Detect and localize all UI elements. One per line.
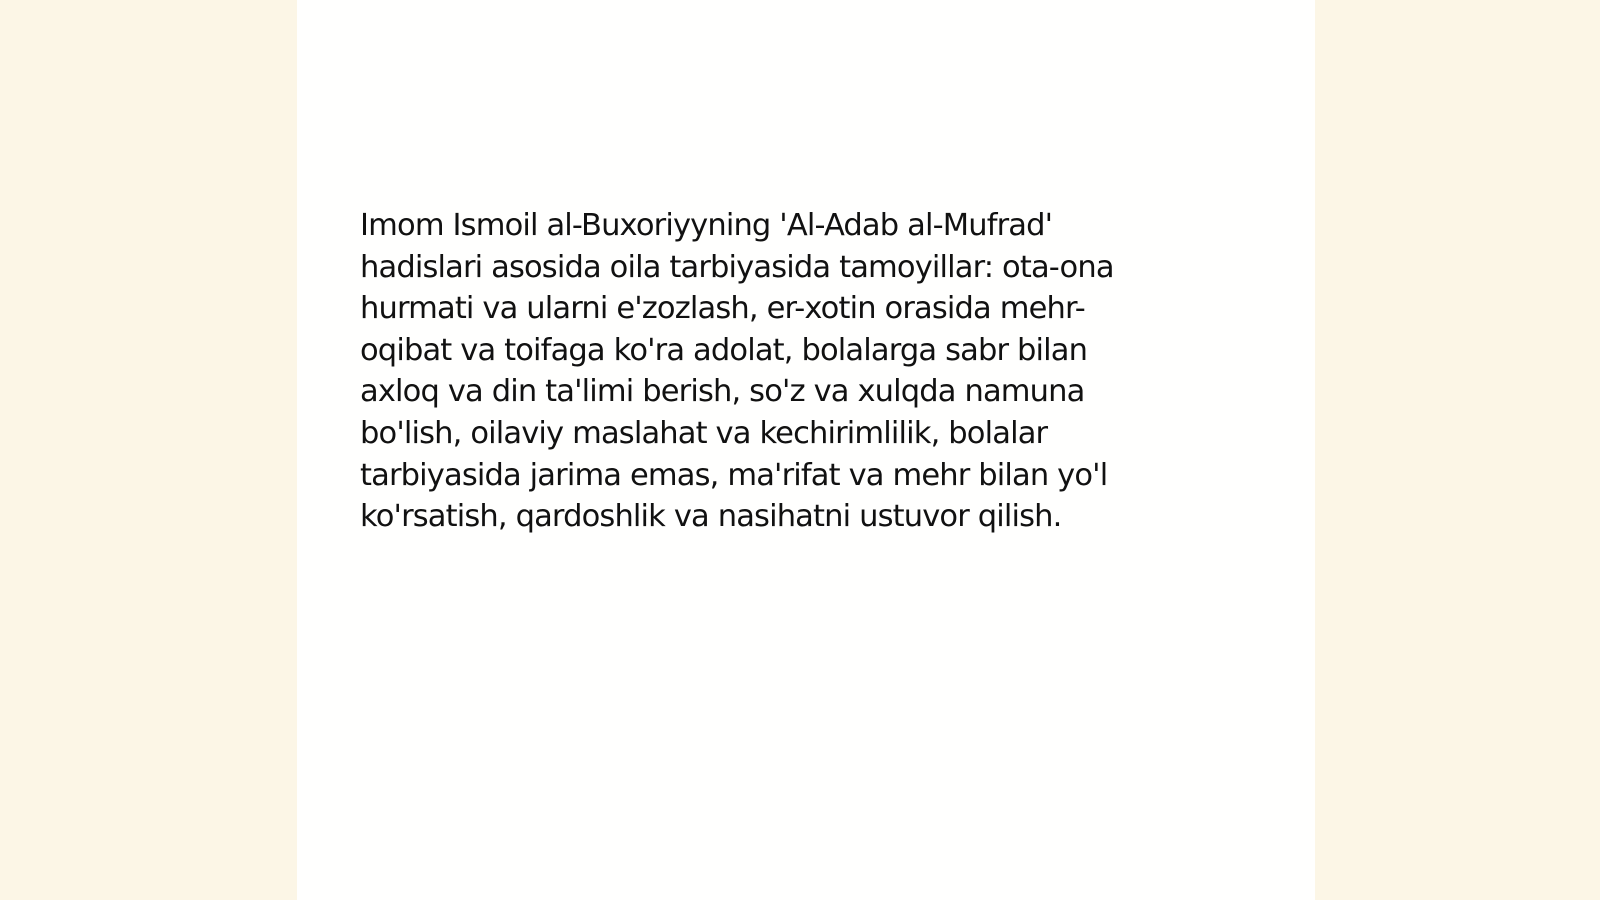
body-paragraph: Imom Ismoil al-Buxoriyyning 'Al-Adab al-Mufrad' hadislari asosida oila tarbiyasida tamoyillar: ota-ona hurmati va ularni e'zozlash, er-xotin orasida mehr- oqibat va toifaga ko'ra adolat, bolalarga sabr bilan axloq va din ta'limi berish, so'z va xulqda namuna bo'lish, oilaviy maslahat va kechirimlilik, bolalar tarbiyasida jarima emas, ma'rifat va mehr bilan yo'l ko'rsatish, qardoshlik va nasihatni ustuvor qilish. — [360, 208, 1114, 535]
document-page — [297, 0, 1315, 900]
